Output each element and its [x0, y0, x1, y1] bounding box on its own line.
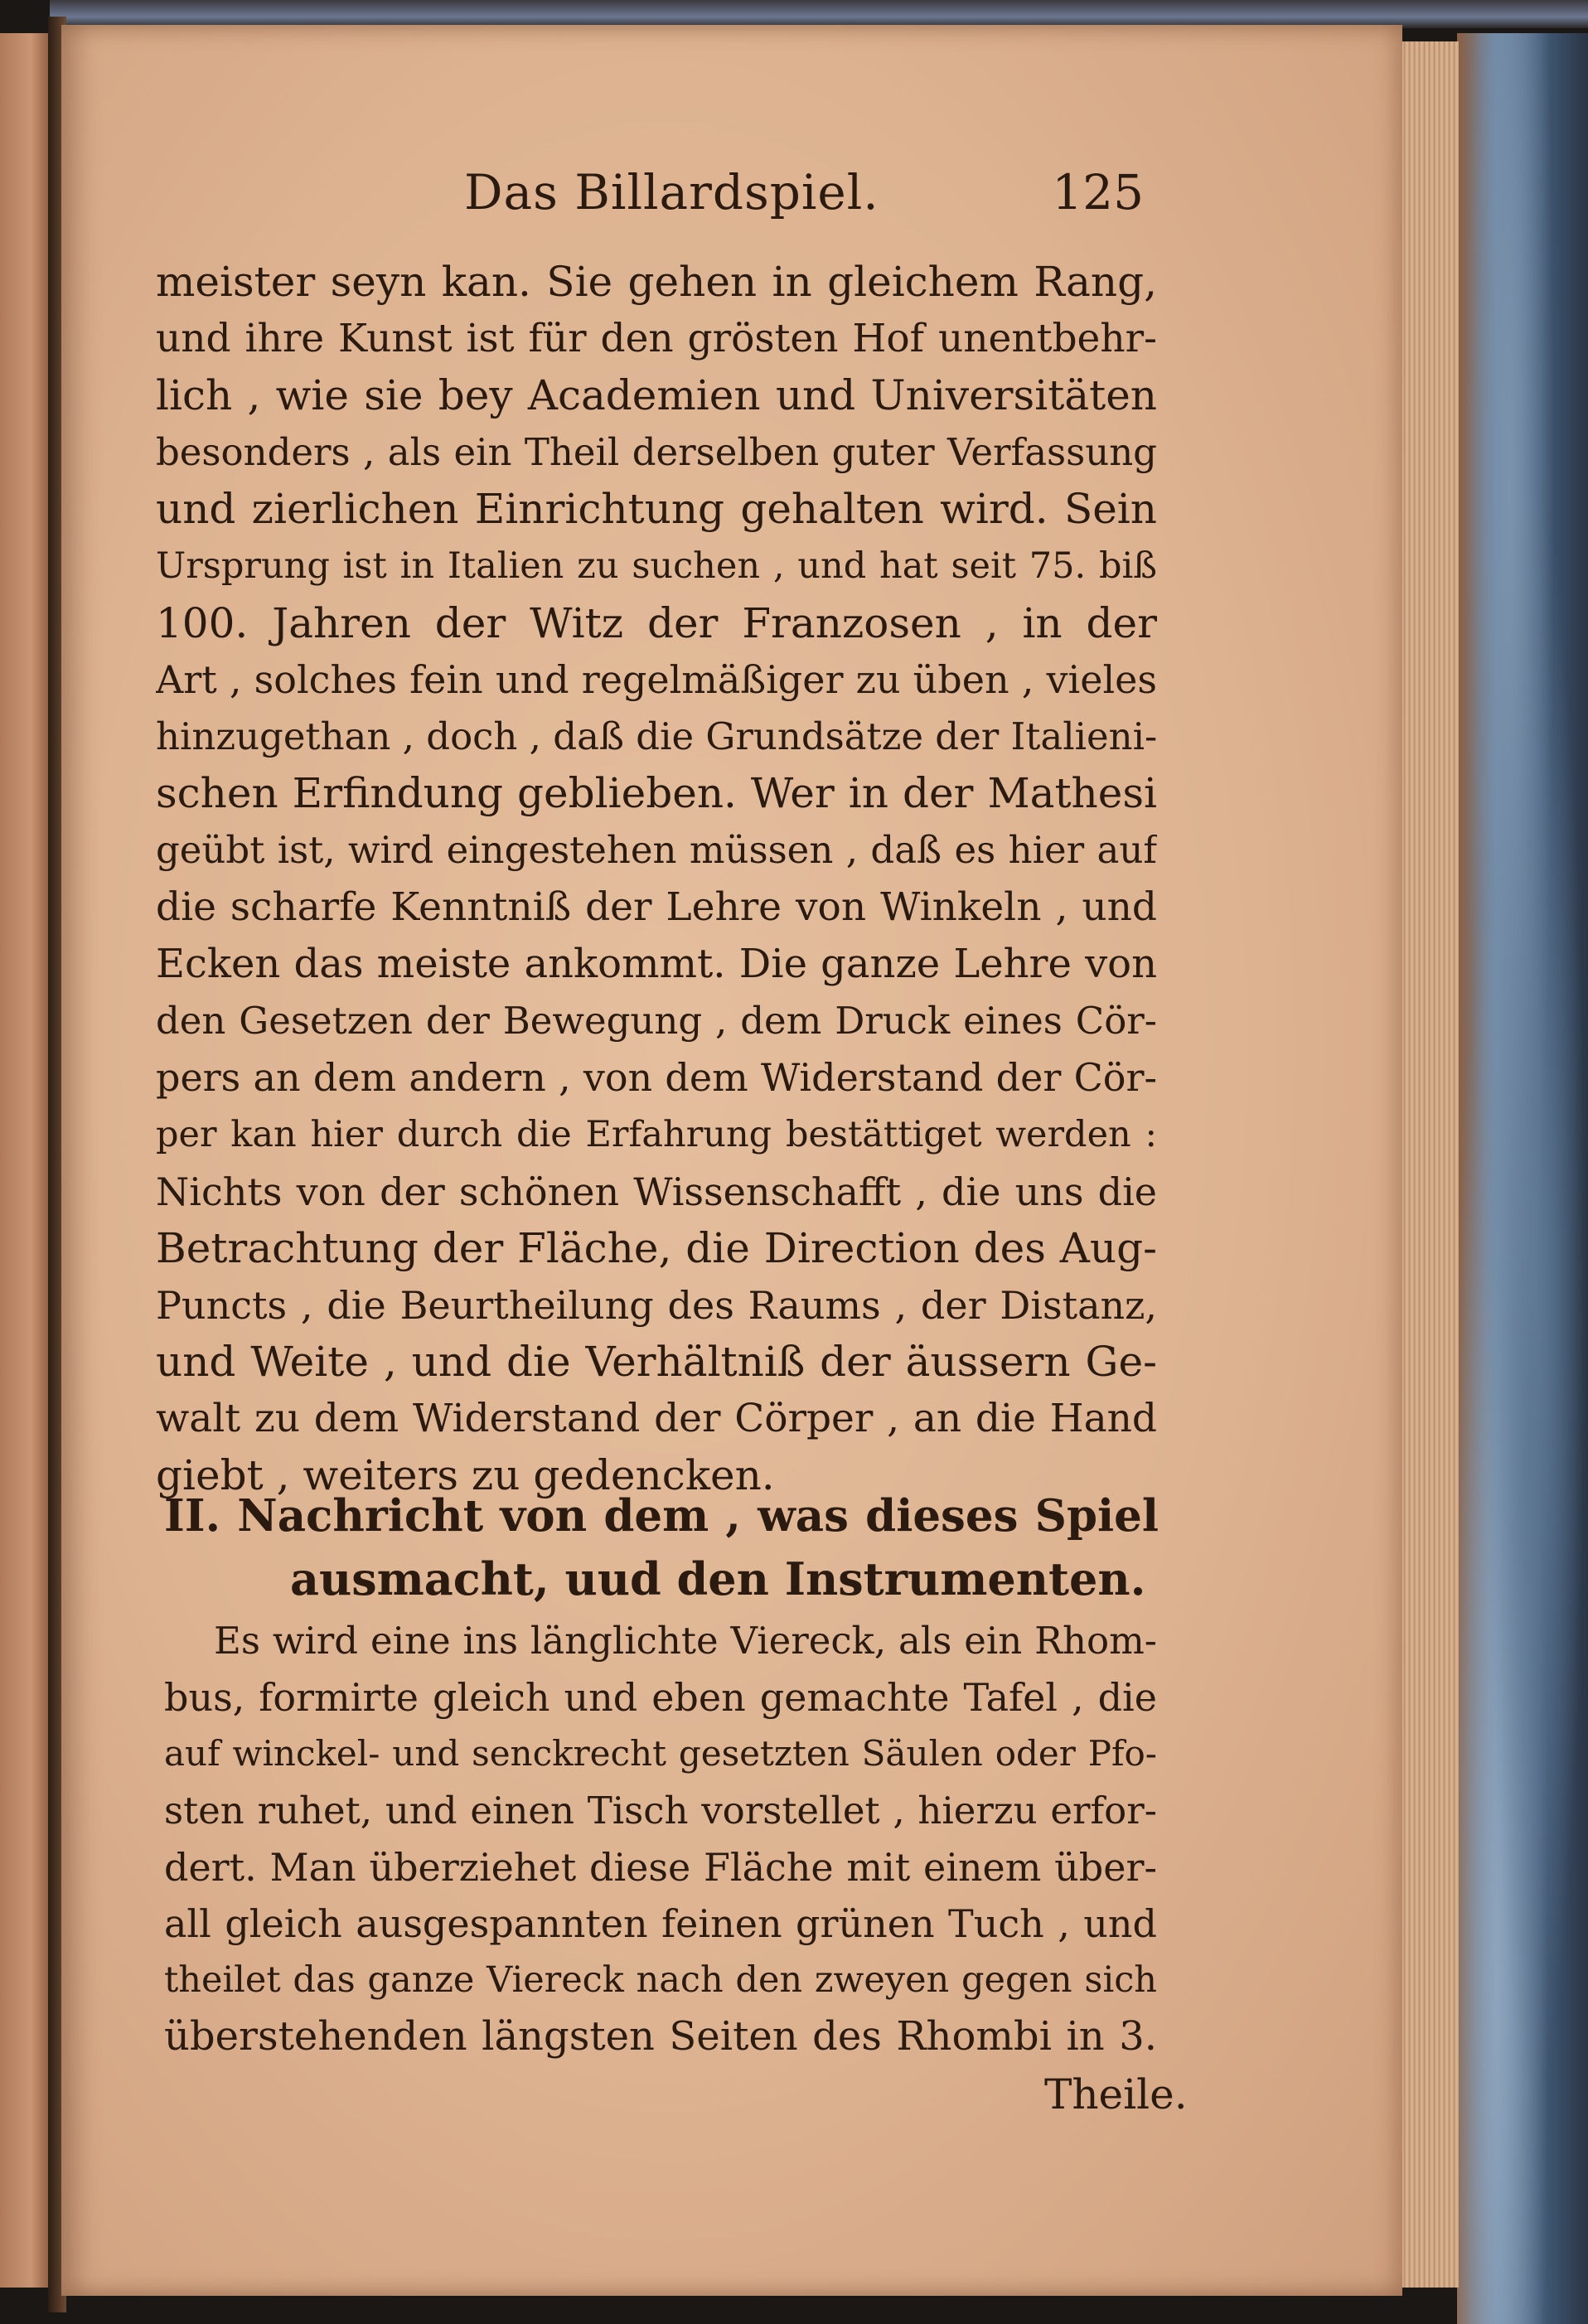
section-heading-line-1: II. Nachricht von dem , was dieses Spiel — [164, 1490, 1159, 1542]
section-heading-line-2: ausmacht, uud den Instrumenten. — [290, 1552, 1146, 1605]
marbled-cover — [1457, 33, 1588, 2324]
text-line: Puncts , die Beurtheilung des Raums , der Distanz, — [156, 1282, 1157, 1328]
paragraph-2 — [164, 1613, 1157, 2065]
text-line: schen Erfindung geblieben. Wer in der Mathesi — [156, 769, 1157, 818]
text-line: Nichts von der schönen Wissenschafft , die uns die — [156, 1169, 1157, 1214]
text-line: sten ruhet, und einen Tisch vorstellet , hierzu erfor- — [164, 1788, 1157, 1833]
text-line: hinzugethan , doch , daß die Grundsätze der Italieni- — [156, 714, 1157, 758]
text-line: Ecken das meiste ankommt. Die ganze Lehre von — [156, 941, 1157, 988]
text-line: besonders , als ein Theil derselben guter Verfassung — [156, 429, 1157, 474]
text-line: überstehenden längsten Seiten des Rhombi in 3. — [164, 2013, 1157, 2060]
text-line: den Gesetzen der Bewegung , dem Druck eines Cör- — [156, 998, 1157, 1043]
text-line: Betrachtung der Fläche, die Direction des Aug- — [156, 1224, 1157, 1273]
section-heading — [164, 1484, 1159, 1610]
text-line: giebt , weiters zu gedencken. — [156, 1451, 775, 1500]
previous-page-edge — [0, 33, 51, 2288]
page-edges — [1401, 41, 1459, 2288]
text-line: all gleich ausgespannten feinen grünen Tuch , und — [164, 1900, 1157, 1946]
text-line: per kan hier durch die Erfahrung bestättiget werden : — [156, 1113, 1157, 1155]
text-line: geübt ist, wird eingestehen müssen , daß es hier auf — [156, 827, 1157, 872]
text-line: pers an dem andern , von dem Widerstand der Cör- — [156, 1055, 1157, 1101]
text-line: Ursprung ist in Italien zu suchen , und hat seit 75. biß — [156, 545, 1157, 587]
page-header — [464, 164, 1144, 239]
catchword: Theile. — [1044, 2070, 1188, 2118]
text-line: walt zu dem Widerstand der Cörper , an die Hand — [156, 1395, 1157, 1441]
text-line: die scharfe Kenntniß der Lehre von Winkeln , und — [156, 884, 1157, 930]
text-line: dert. Man überziehet diese Fläche mit einem über- — [164, 1844, 1157, 1890]
book-top-edge — [50, 0, 1588, 28]
text-line: Art , solches fein und regelmäßiger zu üben , vieles — [156, 657, 1157, 703]
running-head: Das Billardspiel. — [464, 164, 879, 220]
text-line: 100. Jahren der Witz der Franzosen , in der — [156, 598, 1157, 647]
page-number: 125 — [1052, 164, 1144, 220]
paragraph-1 — [156, 254, 1157, 1504]
text-line: und ihre Kunst ist für den grösten Hof unentbehr- — [156, 315, 1157, 361]
text-line: auf winckel- und senckrecht gesetzten Säulen oder Pfo- — [164, 1733, 1157, 1774]
text-line: bus, formirte gleich und eben gemachte Tafel , die — [164, 1675, 1157, 1721]
text-line: meister seyn kan. Sie gehen in gleichem Rang, — [156, 258, 1157, 306]
text-line: und Weite , und die Verhältniß der äussern Ge- — [156, 1338, 1157, 1387]
text-line: Es wird eine ins länglichte Viereck, als ein Rhom- — [214, 1619, 1157, 1663]
text-line: theilet das ganze Viereck nach den zweyen gegen sich — [164, 1959, 1157, 2002]
text-line: und zierlichen Einrichtung gehalten wird. Sein — [156, 485, 1157, 534]
text-line: lich , wie sie bey Academien und Universitäten — [156, 371, 1157, 420]
